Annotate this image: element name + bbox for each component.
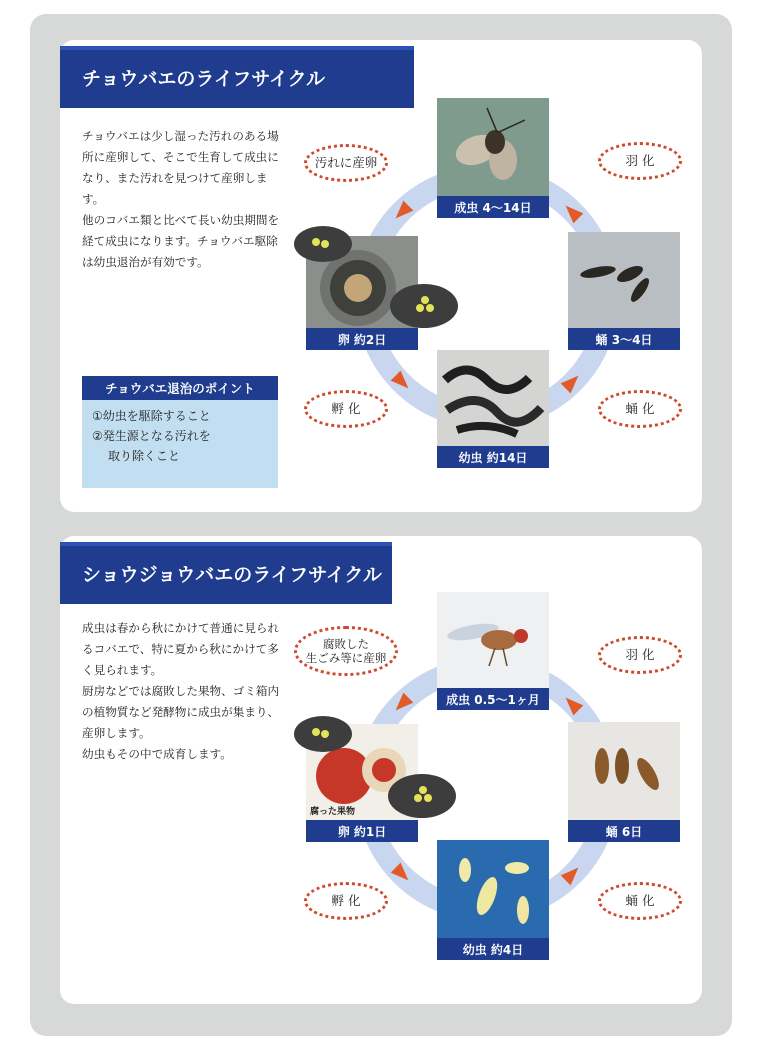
egg-stage-label: 卵 約2日 <box>306 328 418 350</box>
adult-photo <box>437 592 549 710</box>
control-points-box <box>82 376 278 488</box>
moth-fly-title: チョウバエのライフサイクル <box>60 46 414 108</box>
emergence-label: 羽 化 <box>598 636 682 674</box>
pupa-stage-label: 蛹 6日 <box>568 820 680 842</box>
control-point-2: ②発生源となる汚れを <box>92 429 211 443</box>
adult-stage-label: 成虫 0.5〜1ヶ月 <box>437 688 549 710</box>
fruit-fly-paragraph-3: 幼虫もその中で成育します。 <box>82 747 232 761</box>
moth-fly-paragraph-2: 他のコバエ類と比べて長い幼虫期間を経て成虫になります。チョウバエ駆除は幼虫退治が有効です。 <box>82 213 280 269</box>
dirt-cloud-icon <box>292 712 354 754</box>
egg-laying-line-2: 生ごみ等に産卵 <box>305 651 387 665</box>
adult-stage-label: 成虫 4〜14日 <box>437 196 549 218</box>
moth-fly-paragraph-1: チョウバエは少し湿った汚れのある場所に産卵して、そこで生育して成虫になり、また汚れを見つけて産卵します。 <box>82 129 279 206</box>
moth-fly-description <box>82 126 287 273</box>
dirt-cloud-icon <box>386 770 458 820</box>
moth-fly-panel <box>60 40 702 512</box>
adult-photo <box>437 98 549 218</box>
egg-laying-label <box>294 626 398 676</box>
pupation-label: 蛹 化 <box>598 882 682 920</box>
fruit-fly-title: ショウジョウバエのライフサイクル <box>60 542 392 604</box>
pupa-stage-label: 蛹 3〜4日 <box>568 328 680 350</box>
larva-stage-label: 幼虫 約14日 <box>437 446 549 468</box>
fruit-fly-paragraph-1: 成虫は春から秋にかけて普通に見られるコバエで、特に夏から秋にかけて多く見られます。 <box>82 621 280 677</box>
larva-stage-label: 幼虫 約4日 <box>437 938 549 960</box>
hatching-label: 孵 化 <box>304 882 388 920</box>
egg-laying-label: 汚れに産卵 <box>304 144 388 182</box>
dirt-cloud-icon <box>388 280 460 330</box>
fruit-fly-panel <box>60 536 702 1004</box>
egg-stage-label: 卵 約1日 <box>306 820 418 842</box>
pupation-label: 蛹 化 <box>598 390 682 428</box>
larva-photo <box>437 350 549 468</box>
dirt-cloud-icon <box>292 222 354 264</box>
control-points-title: チョウバエ退治のポイント <box>82 376 278 400</box>
fruit-fly-paragraph-2: 厨房などでは腐敗した果物、ゴミ箱内の植物質など発酵物に成虫が集まり、産卵します。 <box>82 684 280 740</box>
hatching-label: 孵 化 <box>304 390 388 428</box>
fruit-fly-description <box>82 618 287 765</box>
control-point-1: ①幼虫を駆除すること <box>92 409 211 423</box>
larva-photo <box>437 840 549 960</box>
control-point-2-cont: 取り除くこと <box>108 449 181 463</box>
egg-laying-line-1: 腐敗した <box>323 637 369 651</box>
pupa-photo <box>568 722 680 842</box>
pupa-photo <box>568 232 680 350</box>
rotten-fruit-note: 腐った果物 <box>310 807 356 817</box>
emergence-label: 羽 化 <box>598 142 682 180</box>
